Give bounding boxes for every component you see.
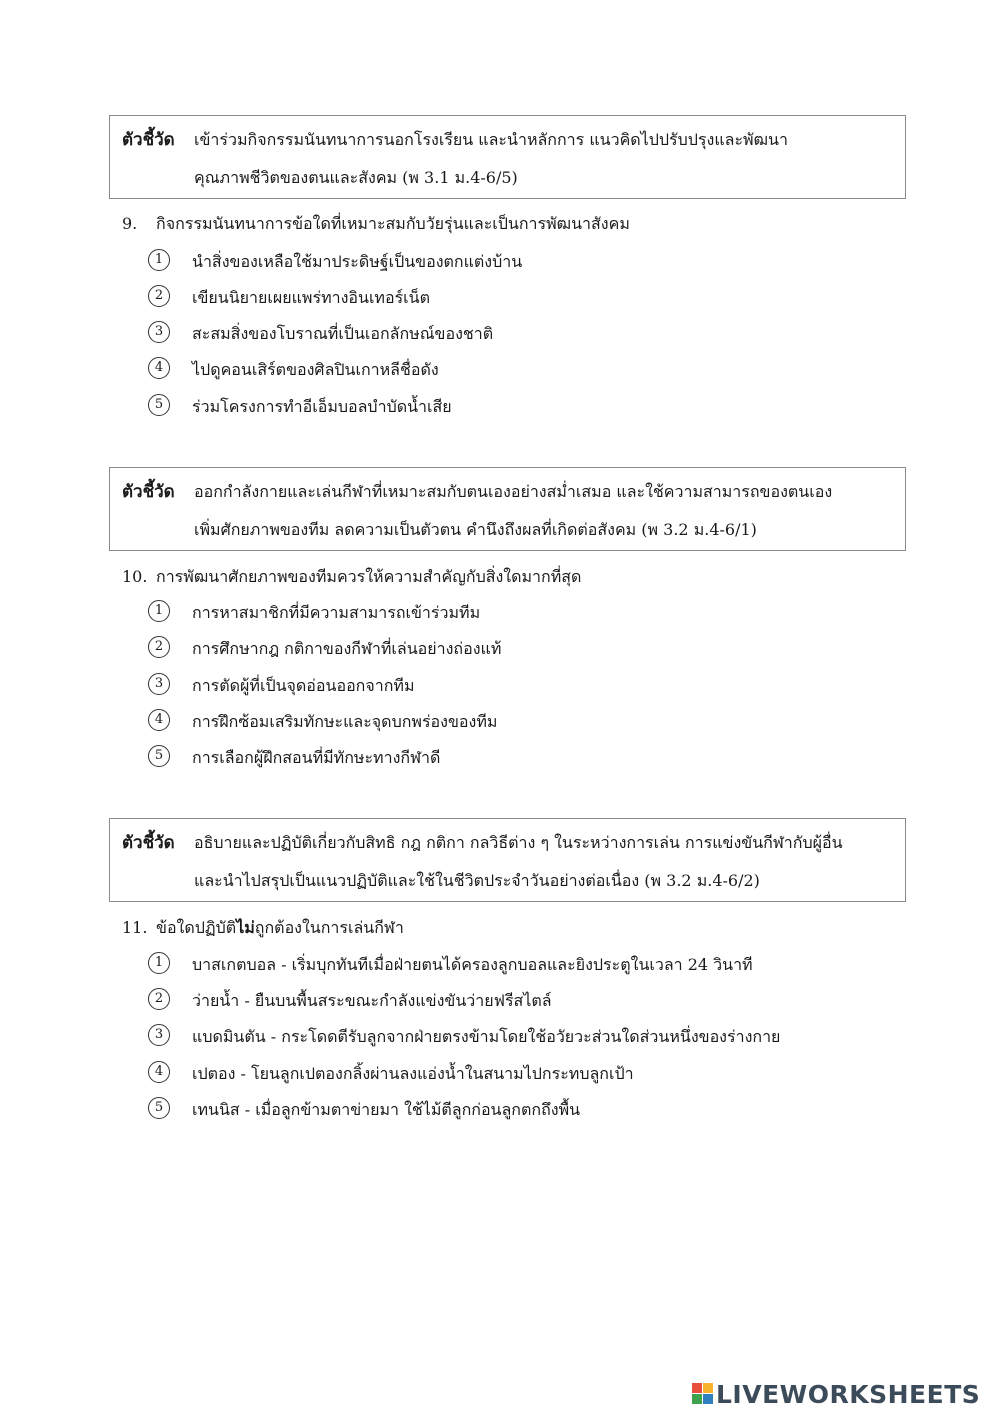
logo-square [692, 1394, 702, 1404]
choice-number-circle: 4 [148, 709, 170, 731]
choice-text: การเลือกผู้ฝึกสอนที่มีทักษะทางกีฬาดี [192, 748, 441, 767]
choice-number-circle: 4 [148, 1061, 170, 1083]
logo-square [692, 1383, 702, 1393]
indicator-box-1 [109, 115, 906, 199]
indicator-label: ตัวชี้วัด [122, 130, 175, 150]
question-11 [122, 916, 404, 941]
choice-number-circle: 5 [148, 1097, 170, 1119]
choice-number-circle: 2 [148, 988, 170, 1010]
question-number: 10. [122, 567, 148, 586]
choice-text: บาสเกตบอล - เริ่มบุกทันทีเมื่อฝ่ายตนได้ครองลูกบอลและยิงประตูในเวลา 24 วินาที [192, 955, 753, 974]
indicator-text-line: คุณภาพชีวิตของตนและสังคม (พ 3.1 ม.4-6/5) [194, 168, 518, 187]
indicator-text-line: อธิบายและปฏิบัติเกี่ยวกับสิทธิ กฎ กติกา กลวิธีต่าง ๆ ในระหว่างการเล่น การแข่งขันกีฬากับผู้อื่น [194, 833, 843, 852]
question-emphasis: ไม่ [236, 918, 255, 937]
choice-text: การตัดผู้ที่เป็นจุดอ่อนออกจากทีม [192, 676, 415, 695]
question-text: การพัฒนาศักยภาพของทีมควรให้ความสำคัญกับสิ่งใดมากที่สุด [156, 567, 582, 586]
logo-square [703, 1383, 713, 1393]
question-text: กิจกรรมนันทนาการข้อใดที่เหมาะสมกับวัยรุ่นและเป็นการพัฒนาสังคม [156, 214, 630, 233]
indicator-text-line: เข้าร่วมกิจกรรมนันทนาการนอกโรงเรียน และนำหลักการ แนวคิดไปปรับปรุงและพัฒนา [194, 130, 788, 149]
choice-text: แบดมินตัน - กระโดดตีรับลูกจากฝ่ายตรงข้ามโดยใช้อวัยวะส่วนใดส่วนหนึ่งของร่างกาย [192, 1027, 781, 1046]
indicator-text-line: เพิ่มศักยภาพของทีม ลดความเป็นตัวตน คำนึงถึงผลที่เกิดต่อสังคม (พ 3.2 ม.4-6/1) [194, 520, 757, 539]
choice-text: ว่ายน้ำ - ยืนบนพื้นสระขณะกำลังแข่งขันว่ายฟรีสไตล์ [192, 991, 552, 1010]
question-number: 11. [122, 918, 148, 937]
choice-text: เปตอง - โยนลูกเปตองกลิ้งผ่านลงแอ่งน้ำในสนามไปกระทบลูกเป้า [192, 1064, 634, 1083]
logo-text: LIVEWORKSHEETS [716, 1379, 981, 1409]
choice-text: เทนนิส - เมื่อลูกข้ามตาข่ายมา ใช้ไม้ตีลูกก่อนลูกตกถึงพื้น [192, 1100, 581, 1119]
question-text: ข้อใดปฏิบัติ [156, 918, 237, 937]
logo-square [703, 1394, 713, 1404]
choice-number-circle: 1 [148, 249, 170, 271]
question-text: ถูกต้องในการเล่นกีฬา [254, 918, 404, 937]
indicator-box-2 [109, 467, 906, 551]
choice-number-circle: 3 [148, 1024, 170, 1046]
liveworksheets-logo [692, 1378, 980, 1410]
choice-number-circle: 1 [148, 600, 170, 622]
choice-number-circle: 1 [148, 952, 170, 974]
choice-number-circle: 5 [148, 394, 170, 416]
choice-text: นำสิ่งของเหลือใช้มาประดิษฐ์เป็นของตกแต่งบ้าน [192, 252, 523, 271]
indicator-text-line: ออกกำลังกายและเล่นกีฬาที่เหมาะสมกับตนเองอย่างสม่ำเสมอ และใช้ความสามารถของตนเอง [194, 482, 833, 501]
choice-text: การหาสมาชิกที่มีความสามารถเข้าร่วมทีม [192, 603, 481, 622]
choice-number-circle: 3 [148, 321, 170, 343]
choice-text: สะสมสิ่งของโบราณที่เป็นเอกลักษณ์ของชาติ [192, 324, 494, 343]
choice-text: ไปดูคอนเสิร์ตของศิลปินเกาหลีชื่อดัง [192, 360, 439, 379]
indicator-label: ตัวชี้วัด [122, 482, 175, 502]
logo-mark-icon [692, 1383, 714, 1405]
indicator-box-3 [109, 818, 906, 902]
choice-number-circle: 3 [148, 673, 170, 695]
question-10 [122, 565, 581, 590]
choice-number-circle: 5 [148, 745, 170, 767]
choice-text: ร่วมโครงการทำอีเอ็มบอลบำบัดน้ำเสีย [192, 397, 452, 416]
choice-text: การศึกษากฎ กติกาของกีฬาที่เล่นอย่างถ่องแท้ [192, 639, 502, 658]
choice-text: การฝึกซ้อมเสริมทักษะและจุดบกพร่องของทีม [192, 712, 498, 731]
question-9 [122, 212, 630, 237]
choice-text: เขียนนิยายเผยแพร่ทางอินเทอร์เน็ต [192, 288, 430, 307]
indicator-text-line: และนำไปสรุปเป็นแนวปฏิบัติและใช้ในชีวิตประจำวันอย่างต่อเนื่อง (พ 3.2 ม.4-6/2) [194, 871, 760, 890]
choice-number-circle: 4 [148, 357, 170, 379]
choice-number-circle: 2 [148, 636, 170, 658]
indicator-label: ตัวชี้วัด [122, 833, 175, 853]
question-number: 9. [122, 214, 138, 233]
choice-number-circle: 2 [148, 285, 170, 307]
